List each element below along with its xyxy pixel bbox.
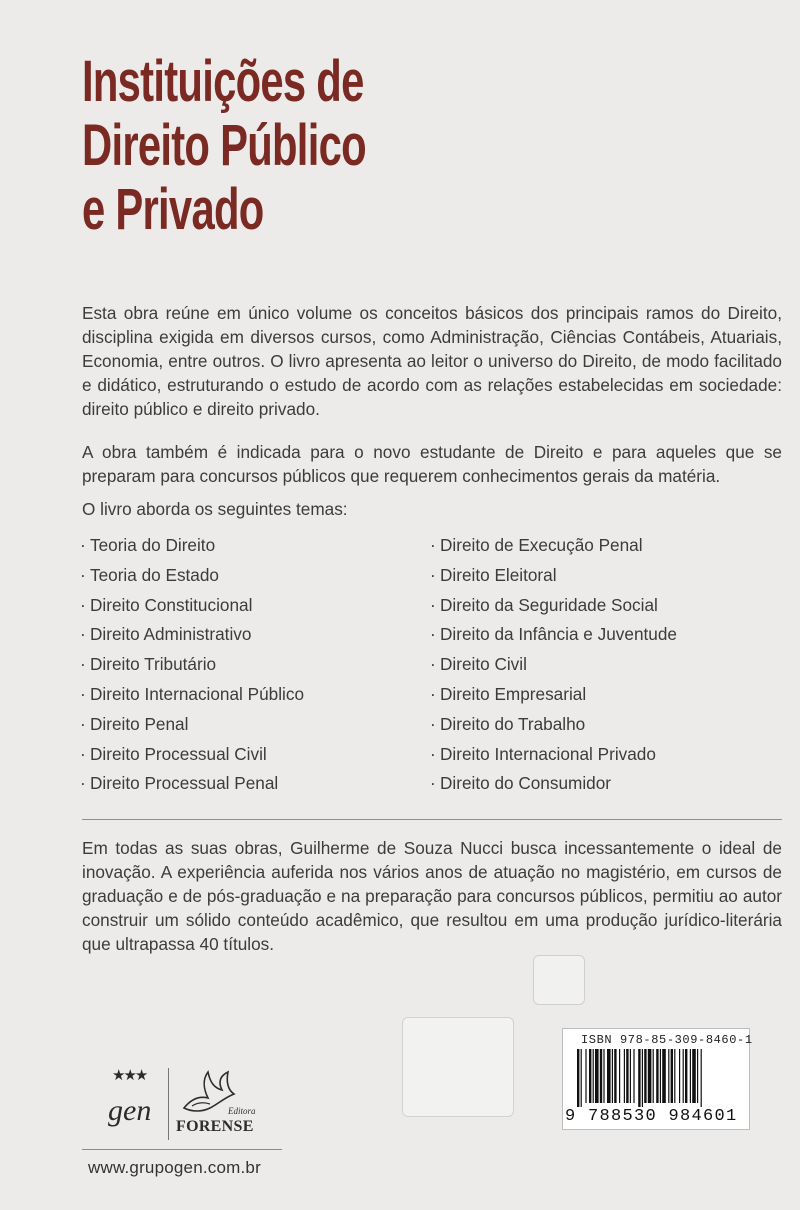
topic-item: · Direito Civil (430, 654, 527, 675)
barcode-bar (589, 1049, 591, 1103)
barcode-bar (607, 1049, 611, 1103)
barcode-bar (648, 1049, 652, 1103)
barcode-bar (644, 1049, 646, 1103)
barcode-bar (701, 1049, 702, 1107)
barcode-bar (600, 1049, 602, 1103)
barcode-bar (630, 1049, 631, 1103)
author-paragraph: Em todas as suas obras, Guilherme de Souza Nucci busca incessantemente o ideal de inovação. A experiência auferida nos vários anos de atuação no magistério, em cursos de graduação e de pós-graduação e na preparação para concursos públicos, permitiu ao autor construir um sólido conteúdo acadêmico, que resultou em uma produção jurídico-literária que ultrapassa 40 títulos. (82, 838, 782, 954)
barcode-bar (595, 1049, 599, 1103)
barcode-bar (690, 1049, 691, 1103)
description-paragraph-2: A obra também é indicada para o novo estudante de Direito e para aqueles que se preparam para concursos públicos que requerem conhecimentos gerais da matéria. (82, 442, 782, 486)
barcode-bar (614, 1049, 616, 1103)
forense-editora-label: Editora (228, 1106, 256, 1116)
topic-item: · Direito da Infância e Juventude (430, 624, 677, 645)
topic-item: · Teoria do Direito (80, 535, 216, 555)
barcode-bar (626, 1049, 628, 1103)
publisher-website: www.grupogen.com.br (88, 1158, 261, 1177)
barcode-bar (612, 1049, 613, 1103)
barcode-bar (593, 1049, 594, 1103)
topic-item: · Direito Empresarial (430, 683, 587, 704)
topic-item: · Direito Internacional Público (80, 683, 305, 704)
barcode-bar (668, 1049, 669, 1103)
barcode-bar (633, 1049, 634, 1103)
topic-item: · Direito do Trabalho (430, 713, 586, 734)
topic-item: · Direito da Seguridade Social (430, 594, 658, 615)
barcode-digits: 9 788530 984601 (565, 1107, 738, 1126)
description-paragraph-1: Esta obra reúne em único volume os conceitos básicos dos principais ramos do Direito, disciplina exigida em diversos cursos, como Administração, Ciências Contábeis, Atuariais, Economia, entre outros. O livro apresenta ao leitor o universo do Direito, de modo facilitado e didático, estruturando o estudo de acordo com as relações estabelecidas em sociedade: direito público e direito privado. (82, 303, 782, 419)
barcode-bar (679, 1049, 680, 1103)
topic-item: · Direito do Consumidor (430, 773, 611, 794)
isbn-barcode (562, 1028, 753, 1130)
barcode-bar (685, 1049, 687, 1103)
barcode-bar (581, 1049, 582, 1107)
book-title (82, 50, 528, 242)
barcode-bar (603, 1049, 604, 1103)
topics-list-right (430, 533, 677, 801)
barcode-bar (619, 1049, 620, 1103)
barcode-bar (662, 1049, 666, 1103)
gen-logo-text: gen (108, 1094, 152, 1127)
topic-item: · Teoria do Estado (80, 564, 219, 585)
barcode-bar (656, 1049, 658, 1103)
barcode-bar (653, 1049, 654, 1103)
sticker-placeholder-large (402, 1017, 514, 1117)
forense-logo (176, 1068, 266, 1140)
barcode-bar (671, 1049, 673, 1103)
barcode-bar (624, 1049, 625, 1103)
gen-logo (108, 1066, 158, 1138)
barcode-bar (585, 1049, 586, 1103)
isbn-label: ISBN 978-85-309-8460-1 (581, 1033, 753, 1047)
topic-item: · Direito Processual Civil (80, 743, 267, 764)
stars-icon: ★★★ (112, 1067, 147, 1084)
topic-item: · Direito Eleitoral (430, 564, 557, 585)
topic-item: · Direito Penal (80, 713, 189, 734)
topics-intro: O livro aborda os seguintes temas: (82, 499, 348, 519)
topic-item: · Direito Constitucional (80, 594, 253, 615)
topic-item: · Direito de Execução Penal (430, 535, 643, 555)
barcode-bar (674, 1049, 675, 1103)
forense-name: FORENSE (176, 1118, 254, 1135)
title-line-1: Instituições de (82, 49, 364, 114)
topic-item: · Direito Internacional Privado (430, 743, 656, 764)
barcode-bar (692, 1049, 696, 1103)
sticker-placeholder-small (533, 955, 585, 1005)
topic-item: · Direito Processual Penal (80, 773, 279, 794)
logo-separator (168, 1068, 169, 1140)
website-rule (82, 1149, 282, 1150)
section-divider (82, 819, 782, 820)
barcode-bar (642, 1049, 643, 1107)
barcode-bar (697, 1049, 698, 1103)
title-line-3: e Privado (82, 177, 264, 242)
barcode-bar (638, 1049, 640, 1107)
topic-item: · Direito Tributário (80, 654, 217, 675)
barcode-bar (683, 1049, 684, 1103)
barcode-bar (577, 1049, 579, 1107)
topics-list-left (80, 533, 304, 801)
title-line-2: Direito Público (82, 113, 366, 178)
barcode-bars (563, 1049, 749, 1107)
barcode-bar (660, 1049, 661, 1103)
topic-item: · Direito Administrativo (80, 624, 252, 645)
